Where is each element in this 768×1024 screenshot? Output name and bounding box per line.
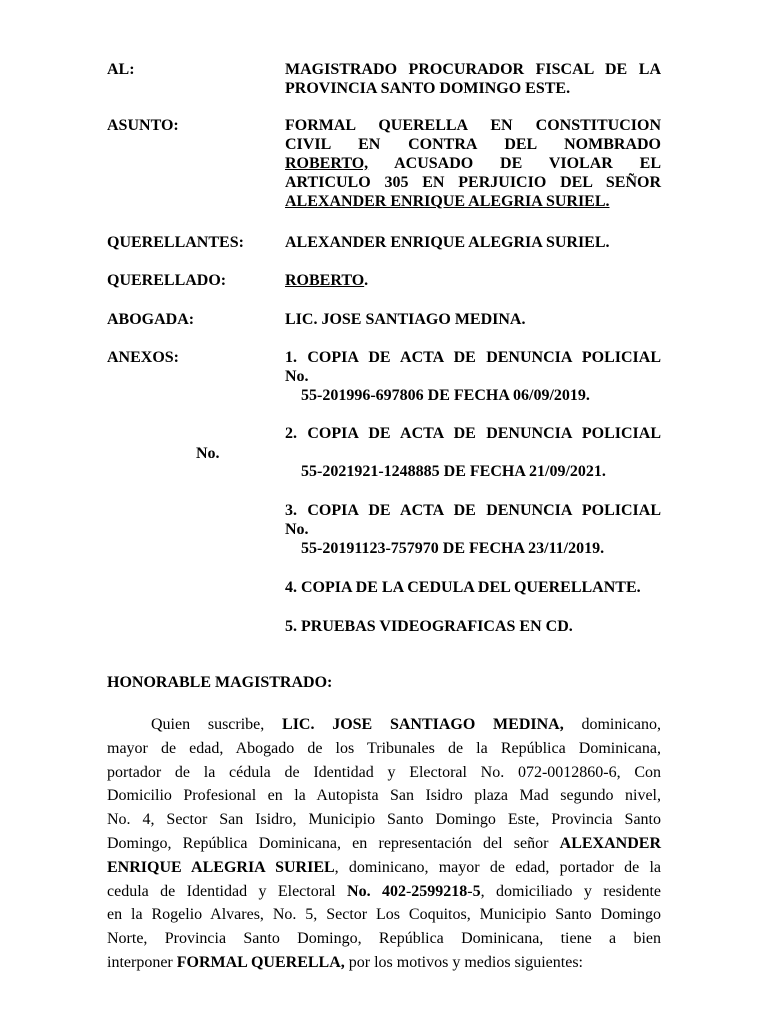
anexo-item-2-number [285,462,661,481]
anexo-3-line-2: No. [285,521,309,538]
value-al [285,60,661,98]
body-text: cedula de Identidad y Electoral [107,882,348,900]
complainant-id-prefix: No. 402 [347,882,406,900]
anexo-1-line-3: 55-201996-697806 DE FECHA 06/09/2019. [301,387,590,404]
anexo-item-2 [285,424,661,443]
complainant-id-middle: 2599218 [411,882,468,900]
complainant-id-suffix: 5 [472,882,481,900]
body-line-5: No. 4, Sector San Isidro, Municipio Santo Domingo Este, Provincia Santo [107,811,661,829]
label-al: AL: [107,61,135,78]
complainant-name-part-1: ALEXANDER [559,834,661,852]
al-line-1: MAGISTRADO PROCURADOR FISCAL DE LA [285,61,661,78]
body-text: Domingo, República Dominicana, en representación del señor [107,834,560,852]
body-line-7 [107,856,661,880]
formal-querella: FORMAL QUERELLA, [176,953,345,971]
querellado-suffix: . [364,272,369,289]
value-asunto [285,116,661,211]
body-line-4: Domicilio Profesional en la Autopista San Isidro plaza Mad segundo nivel, [107,787,661,805]
value-abogada [285,310,661,329]
body-line-2: mayor de edad, Abogado de los Tribunales de la República Dominicana, [107,739,661,757]
anexo-item-1 [285,348,661,405]
body-line-1 [107,713,661,737]
asunto-line-3-rest: ACUSADO DE VIOLAR EL [368,155,661,172]
asunto-line-3 [285,154,661,173]
abogada-name: LIC. JOSE SANTIAGO MEDINA. [285,311,526,328]
body-line-10: Norte, Provincia Santo Domingo, República Dominicana, tiene a bien [107,930,661,948]
anexo-1-line-2: No. [285,368,309,385]
label-abogada: ABOGADA: [107,311,195,328]
anexo-2-line-1: 2. COPIA DE ACTA DE DENUNCIA POLICIAL [285,425,661,442]
body-text: Quien suscribe, [151,716,283,733]
anexo-3-line-3: 55-20191123-757970 DE FECHA 23/11/2019. [301,540,605,557]
anexo-item-3 [285,501,661,558]
asunto-line-5: ALEXANDER ENRIQUE ALEGRIA SURIEL. [285,193,610,210]
body-text: , domiciliado y residente [480,882,661,900]
anexo-item-4 [285,578,661,597]
body-text: dominicano, [563,716,661,733]
querellantes-name: ALEXANDER ENRIQUE ALEGRIA SURIEL. [285,234,610,251]
label-anexos: ANEXOS: [107,349,180,366]
complainant-name-part-2: ENRIQUE ALEGRIA SURIEL [107,858,335,876]
body-line-8 [107,880,661,904]
asunto-line-2: CIVIL EN CONTRA DEL NOMBRADO [285,136,661,153]
anexo-item-5 [285,617,661,636]
anexo-2-stray-no: No. [196,445,220,462]
anexo-4-text: 4. COPIA DE LA CEDULA DEL QUERELLANTE. [285,579,641,596]
al-line-2: PROVINCIA SANTO DOMINGO ESTE. [285,80,571,97]
body-line-6 [107,832,661,856]
label-asunto: ASUNTO: [107,117,179,134]
body-line-3: portador de la cédula de Identidad y Electoral No. 072-0012860-6, Con [107,763,661,781]
querellado-line [285,271,661,290]
value-querellantes [285,233,661,252]
anexo-3-line-1: 3. COPIA DE ACTA DE DENUNCIA POLICIAL [285,502,661,519]
label-querellantes: QUERELLANTES: [107,234,244,251]
anexo-2-line-3: 55-2021921-1248885 DE FECHA 21/09/2021. [301,463,606,480]
body-line-11 [107,951,661,975]
id-dash-1: - [405,882,412,900]
body-paragraph [107,713,661,975]
body-line-9: en la Rogelio Alvares, No. 5, Sector Los Coquitos, Municipio Santo Domingo [107,906,661,924]
asunto-accused-name: ROBERTO, [285,155,369,172]
body-text: interponer [107,953,177,971]
body-text: , dominicano, mayor de edad, portador de la [334,858,661,876]
asunto-line-4: ARTICULO 305 EN PERJUICIO DEL SEÑOR [285,174,661,191]
asunto-line-1: FORMAL QUERELLA EN CONSTITUCION [285,117,661,134]
id-dash-2: - [467,882,473,900]
lawyer-name: LIC. JOSE SANTIAGO MEDINA, [282,716,564,733]
querellado-name: ROBERTO [285,272,365,289]
salutation: HONORABLE MAGISTRADO: [107,674,333,691]
label-querellado: QUERELLADO: [107,272,227,289]
anexo-1-line-1: 1. COPIA DE ACTA DE DENUNCIA POLICIAL [285,349,661,366]
anexo-5-text: 5. PRUEBAS VIDEOGRAFICAS EN CD. [285,618,573,635]
body-text: por los motivos y medios siguientes: [344,953,583,971]
value-querellado [285,271,661,290]
